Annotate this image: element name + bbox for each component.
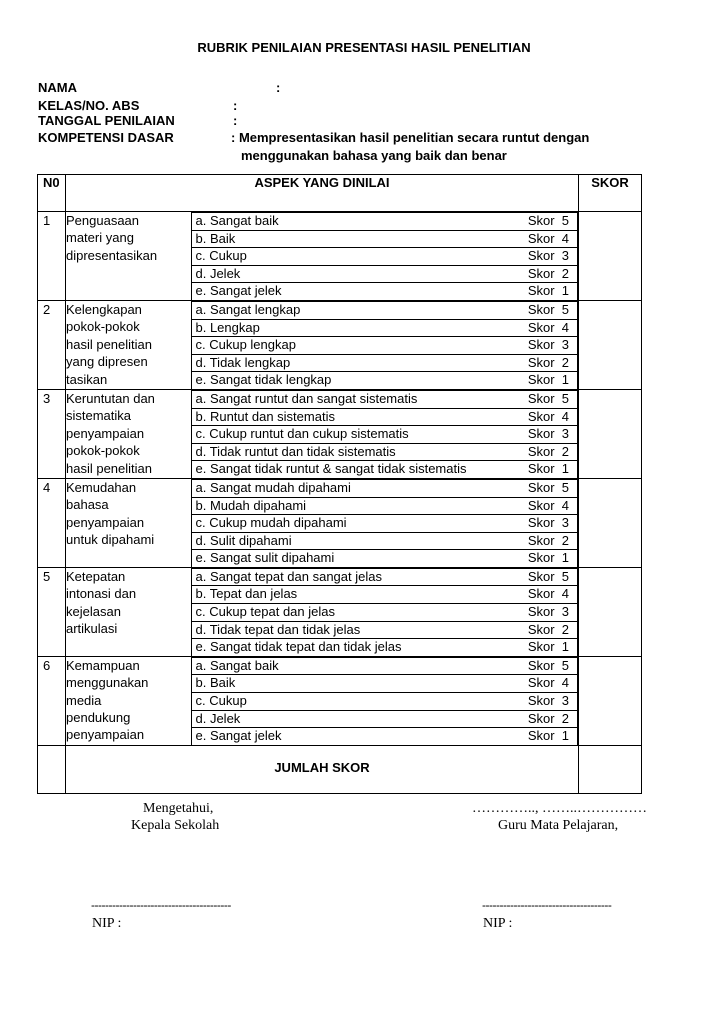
options-cell (191, 567, 579, 656)
option-score: Skor 1 (527, 550, 569, 566)
aspect-line: hasil penelitian (66, 336, 153, 352)
row-number: 1 (38, 212, 66, 301)
option-text: c. Cukup (195, 693, 247, 709)
option-text: b. Mudah dipahami (195, 497, 307, 513)
options-cell (191, 478, 579, 567)
option-item (191, 443, 578, 461)
row-number: 2 (38, 300, 66, 389)
aspect-cell (66, 656, 191, 745)
rubric-row (38, 300, 642, 389)
rubric-body (38, 212, 642, 746)
option-item (191, 354, 578, 372)
col-no-header: N0 (38, 175, 66, 212)
aspect-line: untuk dipahami (66, 532, 155, 548)
jumlah-skor-cell (579, 745, 642, 793)
option-item (191, 248, 578, 266)
aspect-cell (66, 212, 191, 301)
option-item (191, 550, 578, 567)
skor-cell (579, 567, 642, 656)
option-score: Skor 4 (527, 497, 569, 513)
option-score: Skor 3 (527, 337, 569, 353)
kd-value-line2: menggunakan bahasa yang baik dan benar (241, 148, 507, 163)
skor-cell (579, 212, 642, 301)
sig-right-line1: ………….., ……..…………… (472, 801, 647, 816)
option-score: Skor 3 (527, 426, 569, 442)
option-text: b. Lengkap (195, 319, 260, 335)
option-text: e. Sangat tidak lengkap (195, 372, 332, 388)
option-text: c. Cukup runtut dan cukup sistematis (195, 426, 409, 442)
option-score: Skor 4 (527, 230, 569, 246)
option-item (191, 408, 578, 426)
option-score: Skor 1 (527, 461, 569, 477)
document-title: RUBRIK PENILAIAN PRESENTASI HASIL PENELITIAN (197, 40, 531, 55)
aspect-line: Keruntutan dan (66, 390, 155, 406)
option-text: d. Jelek (195, 265, 241, 281)
row-number: 3 (38, 389, 66, 478)
option-score: Skor 2 (527, 710, 569, 726)
option-item (191, 230, 578, 248)
col-aspek-header: ASPEK YANG DINILAI (66, 175, 579, 212)
rubric-row (38, 478, 642, 567)
option-text: d. Sulit dipahami (195, 532, 292, 548)
skor-cell (579, 656, 642, 745)
option-score: Skor 4 (527, 408, 569, 424)
kd-label: KOMPETENSI DASAR (38, 130, 174, 145)
option-text: d. Tidak runtut dan tidak sistematis (195, 443, 396, 459)
option-item (191, 657, 578, 675)
option-text: a. Sangat mudah dipahami (195, 479, 351, 495)
option-score: Skor 2 (527, 265, 569, 281)
option-text: d. Tidak lengkap (195, 354, 291, 370)
option-score: Skor 5 (527, 301, 569, 317)
aspect-line: artikulasi (66, 621, 118, 637)
option-score: Skor 3 (527, 248, 569, 264)
aspect-line: pokok-pokok (66, 443, 140, 459)
option-text: a. Sangat lengkap (195, 301, 301, 317)
rubric-row (38, 389, 642, 478)
option-score: Skor 2 (527, 443, 569, 459)
rubric-table (37, 174, 642, 794)
option-text: d. Tidak tepat dan tidak jelas (195, 621, 361, 637)
aspect-line: tasikan (66, 371, 108, 387)
rubric-row (38, 212, 642, 301)
aspect-line: hasil penelitian (66, 460, 153, 476)
skor-cell (579, 300, 642, 389)
option-score: Skor 3 (527, 693, 569, 709)
option-item (191, 675, 578, 693)
nama-colon: : (276, 80, 281, 95)
option-score: Skor 5 (527, 657, 569, 673)
aspect-line: penyampaian (66, 727, 145, 743)
aspect-line: intonasi dan (66, 586, 137, 602)
sig-right-line2: Guru Mata Pelajaran, (498, 818, 619, 833)
option-text: a. Sangat baik (195, 657, 279, 673)
options-cell (191, 300, 579, 389)
option-score: Skor 5 (527, 213, 569, 228)
aspect-line: materi yang (66, 230, 134, 246)
aspect-line: kejelasan (66, 603, 121, 619)
options-cell (191, 212, 579, 301)
option-score: Skor 5 (527, 390, 569, 406)
skor-cell (579, 478, 642, 567)
aspect-line: bahasa (66, 497, 109, 513)
option-text: c. Cukup (195, 248, 247, 264)
option-item (191, 301, 578, 319)
aspect-line: Penguasaan (66, 213, 140, 228)
option-score: Skor 1 (527, 728, 569, 744)
sig-left-dashes: ---------------------------------------- (91, 898, 231, 912)
option-score: Skor 4 (527, 675, 569, 691)
option-score: Skor 1 (527, 283, 569, 299)
option-item (191, 213, 578, 231)
nama-label: NAMA (38, 80, 77, 95)
option-item (191, 568, 578, 586)
aspect-line: yang dipresen (66, 354, 148, 370)
jumlah-label: JUMLAH SKOR (66, 745, 579, 793)
option-text: b. Baik (195, 675, 236, 691)
option-item (191, 515, 578, 533)
option-item (191, 372, 578, 389)
option-text: e. Sangat tidak runtut & sangat tidak sistematis (195, 461, 467, 477)
option-score: Skor 5 (527, 568, 569, 584)
skor-cell (579, 389, 642, 478)
option-score: Skor 4 (527, 319, 569, 335)
option-score: Skor 3 (527, 604, 569, 620)
option-item (191, 337, 578, 355)
aspect-line: media (66, 692, 102, 708)
option-text: e. Sangat jelek (195, 728, 282, 744)
option-score: Skor 4 (527, 586, 569, 602)
option-item (191, 710, 578, 728)
kd-value-line1: : Mempresentasikan hasil penelitian secara runtut dengan (231, 130, 590, 145)
sig-left-nip: NIP : (92, 916, 122, 931)
aspect-line: Kemudahan (66, 479, 137, 495)
tanggal-label: TANGGAL PENILAIAN (38, 113, 175, 128)
rubric-row (38, 567, 642, 656)
option-text: b. Runtut dan sistematis (195, 408, 335, 424)
row-number: 4 (38, 478, 66, 567)
option-text: a. Sangat tepat dan sangat jelas (195, 568, 382, 584)
option-item (191, 426, 578, 444)
rubric-row (38, 656, 642, 745)
option-score: Skor 1 (527, 639, 569, 655)
tanggal-colon: : (233, 113, 238, 128)
option-score: Skor 5 (527, 479, 569, 495)
aspect-line: menggunakan (66, 675, 149, 691)
option-text: a. Sangat baik (195, 213, 279, 228)
option-item (191, 461, 578, 478)
option-item (191, 586, 578, 604)
option-text: d. Jelek (195, 710, 241, 726)
sig-right-dashes: ------------------------------------- (482, 898, 612, 912)
jumlah-row (38, 745, 642, 793)
option-item (191, 265, 578, 283)
aspect-line: penyampaian (66, 514, 145, 530)
aspect-cell (66, 478, 191, 567)
option-text: c. Cukup mudah dipahami (195, 515, 347, 531)
option-item (191, 497, 578, 515)
kelas-colon: : (233, 98, 238, 113)
option-score: Skor 2 (527, 621, 569, 637)
option-text: b. Baik (195, 230, 236, 246)
option-score: Skor 1 (527, 372, 569, 388)
option-text: e. Sangat jelek (195, 283, 282, 299)
row-number: 6 (38, 656, 66, 745)
option-item (191, 604, 578, 622)
aspect-line: penyampaian (66, 425, 145, 441)
sig-left-line1: Mengetahui, (143, 801, 214, 816)
aspect-line: pendukung (66, 710, 131, 726)
option-text: c. Cukup lengkap (195, 337, 296, 353)
sig-left-line2: Kepala Sekolah (131, 818, 220, 833)
kelas-label: KELAS/NO. ABS (38, 98, 140, 113)
option-text: c. Cukup tepat dan jelas (195, 604, 335, 620)
option-item (191, 639, 578, 656)
aspect-line: Kemampuan (66, 657, 140, 673)
aspect-line: sistematika (66, 408, 132, 424)
option-item (191, 319, 578, 337)
col-skor-header: SKOR (579, 175, 642, 212)
jumlah-no-cell (38, 745, 66, 793)
aspect-cell (66, 300, 191, 389)
table-header-row (38, 175, 642, 212)
option-item (191, 283, 578, 300)
option-item (191, 532, 578, 550)
option-item (191, 479, 578, 497)
row-number: 5 (38, 567, 66, 656)
options-cell (191, 656, 579, 745)
option-text: e. Sangat sulit dipahami (195, 550, 335, 566)
aspect-line: dipresentasikan (66, 247, 158, 263)
options-cell (191, 389, 579, 478)
option-score: Skor 3 (527, 515, 569, 531)
aspect-line: Ketepatan (66, 568, 126, 584)
aspect-line: pokok-pokok (66, 319, 140, 335)
aspect-cell (66, 567, 191, 656)
sig-right-nip: NIP : (483, 916, 513, 931)
option-score: Skor 2 (527, 354, 569, 370)
option-item (191, 728, 578, 745)
option-score: Skor 2 (527, 532, 569, 548)
option-item (191, 621, 578, 639)
option-text: a. Sangat runtut dan sangat sistematis (195, 390, 418, 406)
aspect-cell (66, 389, 191, 478)
aspect-line: Kelengkapan (66, 301, 142, 317)
option-item (191, 390, 578, 408)
option-item (191, 693, 578, 711)
option-text: e. Sangat tidak tepat dan tidak jelas (195, 639, 402, 655)
option-text: b. Tepat dan jelas (195, 586, 298, 602)
